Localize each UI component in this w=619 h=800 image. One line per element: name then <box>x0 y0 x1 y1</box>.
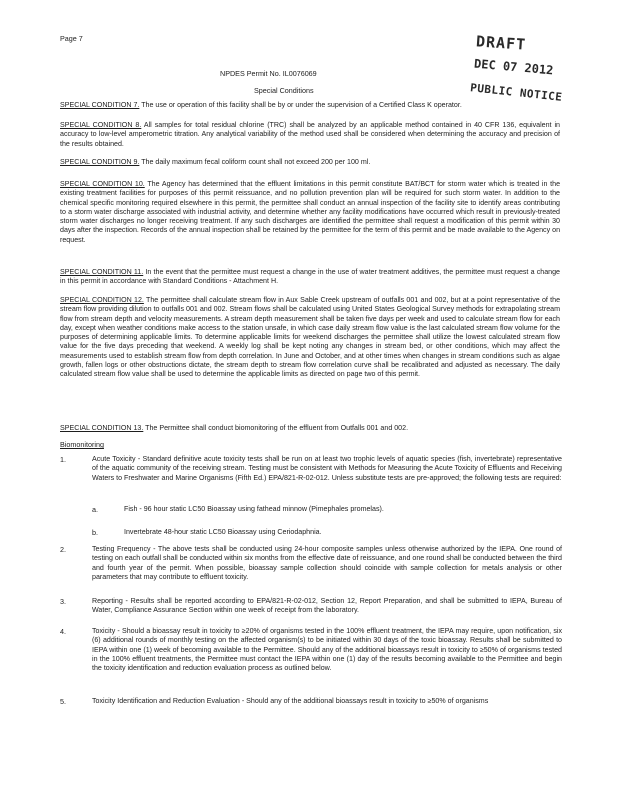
special-condition-9 <box>60 158 560 167</box>
special-condition-8 <box>60 121 560 149</box>
date-stamp: DEC 07 2012 <box>473 56 554 78</box>
special-condition-13 <box>60 424 560 433</box>
special-condition-12 <box>60 296 560 380</box>
condition-heading: SPECIAL CONDITION 12. <box>60 296 144 304</box>
acute-toxicity-item: Acute Toxicity - Standard definitive acute toxicity tests shall be run on at least two trophic levels of aquatic species (fish, invertebrate) representative of the aquatic community of the receiving stream. Testing must be consistent with Methods for Measuring the Acute Toxicity of Effluents and Receiving Waters to Freshwater and Marine Organisms (Fifth Ed.) EPA/821-R-02-012. Unless substitute tests are pre-approved; the following tests are required: <box>92 455 563 482</box>
biomonitoring-heading: Biomonitoring <box>60 440 104 449</box>
testing-frequency-item: Testing Frequency - The above tests shall be conducted using 24-hour composite samples unless otherwise authorized by the IEPA. One round of testing on each outfall shall be conducted within six months from the effective date of reissuance, and one round shall be conducted between the third and fourth year of the permit. When possible, bioassay sample collection should coincide with sample collection for metals analysis or other parameters that may contribute to effluent toxicity. <box>92 545 562 581</box>
condition-heading: SPECIAL CONDITION 8. <box>60 121 142 129</box>
invertebrate-bioassay-item: Invertebrate 48-hour static LC50 Bioassay using Ceriodaphnia. <box>124 528 322 536</box>
toxicity-item: Toxicity - Should a bioassay result in toxicity to ≥20% of organisms tested in the 100% effluent treatment, the IEPA may require, upon notification, six (6) additional rounds of monthly testing on the affected organism(s) to be initiated within 30 days of the toxic bioassay. Results shall be submitted to IEPA within one (1) week of becoming available to the Permittee. Should any of the additional bioassays result in toxicity to ≥50% of organisms tested in the 100% effluent treatments, the Permittee must contact the IEPA within one (1) day of the results becoming available to the Permittee and begin the toxicity identification and reduction evaluation process as outlined below. <box>92 627 562 673</box>
section-title: Special Conditions <box>254 86 314 95</box>
condition-heading: SPECIAL CONDITION 10. <box>60 180 145 188</box>
draft-stamp: DRAFT <box>475 32 527 54</box>
condition-heading: SPECIAL CONDITION 9. <box>60 158 140 166</box>
list-number: 5. <box>60 697 66 706</box>
special-condition-7 <box>60 101 560 110</box>
list-number: 1. <box>60 455 66 464</box>
condition-text: The daily maximum fecal coliform count shall not exceed 200 per 100 ml. <box>141 158 371 166</box>
list-number: 4. <box>60 627 66 636</box>
condition-text: The permittee shall calculate stream flow in Aux Sable Creek upstream of outfalls 001 and 002, but at a point representative of the stream flow providing dilution to outfalls 001 and 002. Stream flows shall be calculated using United States Geological Survey methods for extrapolating stream flow from stream depth and velocity measurements. A stream depth measurement shall be taken five days per week and used to calculate stream flow for each day, except when weather conditions make access to the station unsafe, in which case daily stream flow value is the last calculated stream flow volume for the purposes of determining applicable limits. To determine applicable limits for weekend discharges the permittee shall utilize the lowest calculated stream flow value for the five days preceding that weekend. A weekly log shall be kept noting any changes in stream bed, or other conditions, which may affect the measurements used to establish stream flow from depth correlation. In June and October, and at other times when changes in stream conditions such as algae growth, fallen logs or other obstructions dictate, the stream depth to stream flow correlation curve shall be recalibrated and adjusted as necessary. The daily calculated stream flow value shall be used to determine the applicable limits as directed on page two of this permit. <box>60 296 561 379</box>
condition-heading: SPECIAL CONDITION 13. <box>60 424 144 432</box>
fish-bioassay-item: Fish - 96 hour static LC50 Bioassay using fathead minnow (Pimephales promelas). <box>124 505 384 513</box>
page-label: Page 7 <box>60 34 83 43</box>
special-condition-11 <box>60 268 560 287</box>
sub-item-letter: b. <box>92 528 98 537</box>
condition-text: The use or operation of this facility shall be by or under the supervision of a Certified Class K operator. <box>141 101 462 109</box>
toxicity-identification-item: Toxicity Identification and Reduction Evaluation - Should any of the additional bioassays result in toxicity to ≥50% of organisms <box>92 697 489 705</box>
condition-text: All samples for total residual chlorine (TRC) shall be analyzed by an applicable method contained in 40 CFR 136, equivalent in accuracy to low-level amperometric titration. Any analytical variability of the method used shall be considered when determining the accuracy and precision of the results obtained. <box>60 121 560 148</box>
public-notice-stamp: PUBLIC NOTICE <box>469 81 564 104</box>
condition-heading: SPECIAL CONDITION 7. <box>60 101 140 109</box>
sub-item-letter: a. <box>92 505 98 514</box>
special-condition-10 <box>60 180 560 245</box>
list-number: 2. <box>60 545 66 554</box>
list-number: 3. <box>60 597 66 606</box>
permit-number: NPDES Permit No. IL0076069 <box>220 69 317 78</box>
reporting-item: Reporting - Results shall be reported according to EPA/821-R-02-012, Section 12, Report Preparation, and shall be submitted to IEPA, Bureau of Water, Compliance Assurance Section within one week of receipt from the laboratory. <box>92 597 562 615</box>
condition-text: In the event that the permittee must request a change in the use of water treatment additives, the permittee must request a change in this permit in accordance with Standard Conditions - Attachment H. <box>60 268 561 286</box>
condition-text: The Permittee shall conduct biomonitoring of the effluent from Outfalls 001 and 002. <box>145 424 409 432</box>
condition-heading: SPECIAL CONDITION 11. <box>60 268 144 276</box>
condition-text: The Agency has determined that the effluent limitations in this permit constitute BAT/BCT for storm water which is treated in the existing treatment facilities for purposes of this permit reissuance, and no pollution prevention plan will be required for such storm water. In addition to the chemical specific monitoring required elsewhere in this permit, the permittee shall conduct an annual inspection of the facility site to identify areas contributing to a storm water discharge associated with industrial activity, and determine whether any facility modifications have occurred which result in previously-treated storm water discharges no longer receiving treatment. If any such discharges are identified the permittee shall request a modification of this permit within 30 days after the inspection. Records of the annual inspection shall be retained by the permittee for the term of this permit and be made available to the Agency on request. <box>60 180 561 244</box>
